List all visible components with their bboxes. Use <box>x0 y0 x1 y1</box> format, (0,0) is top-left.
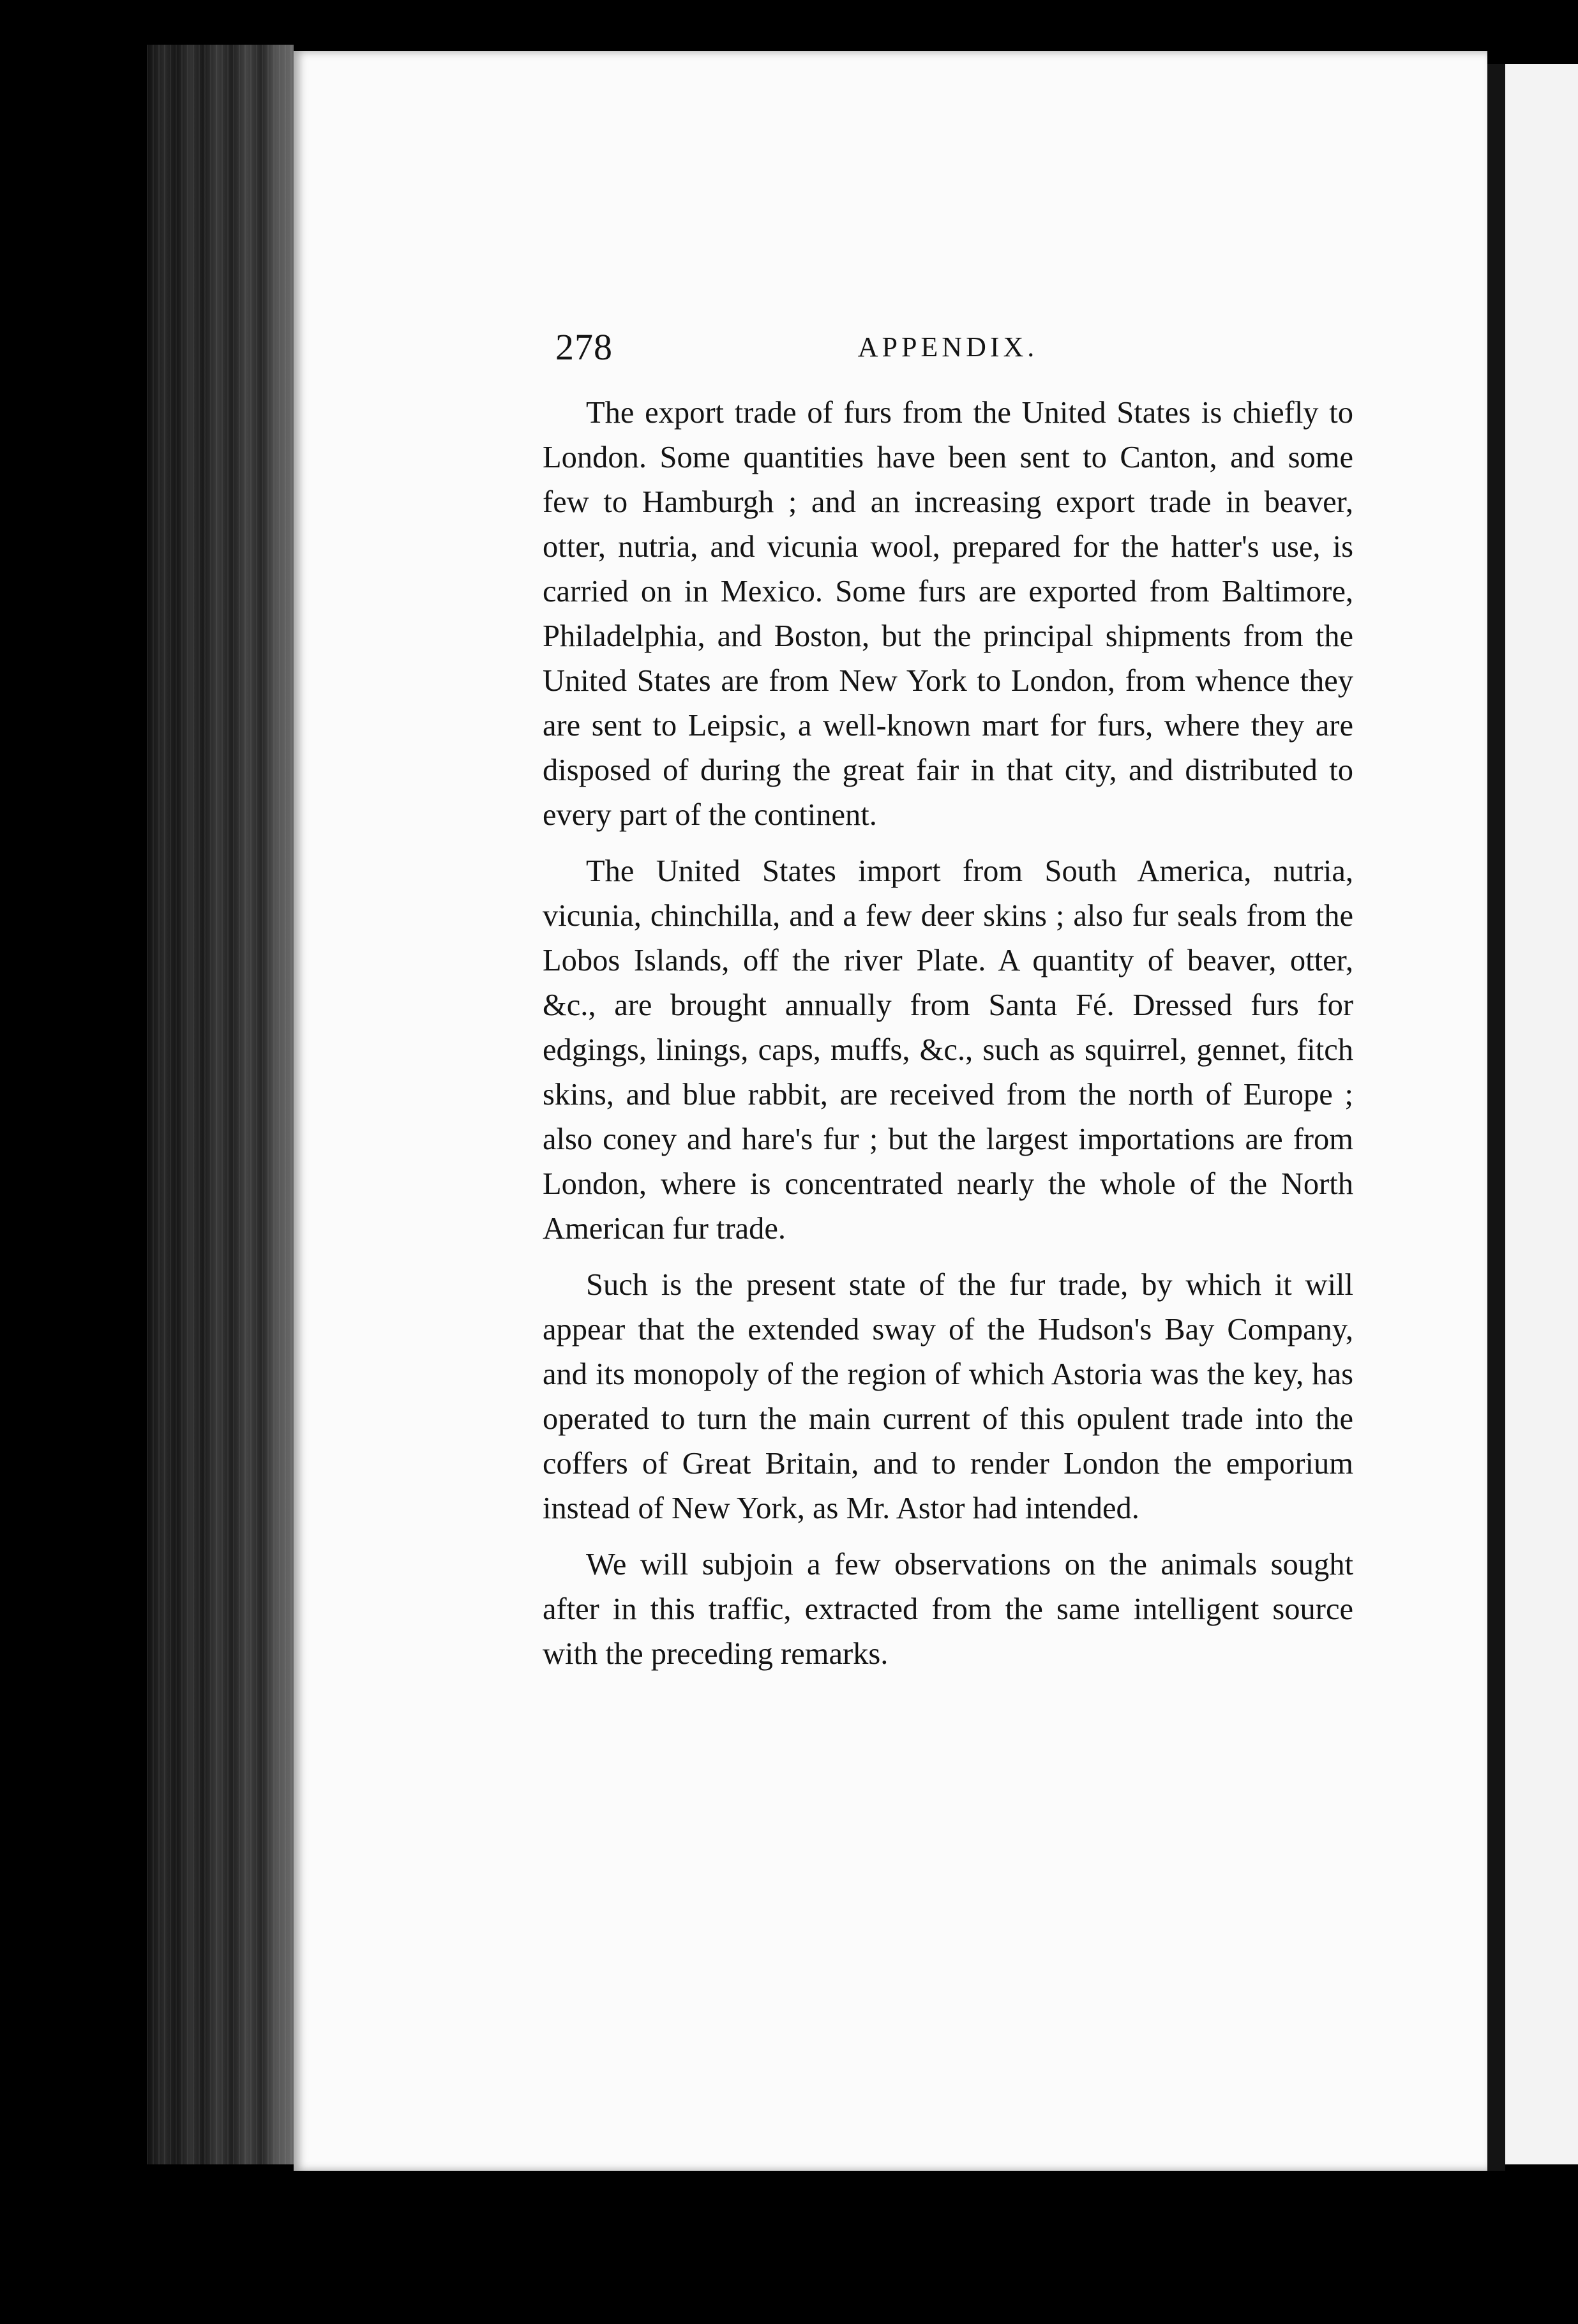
book-gutter <box>1487 64 1505 2171</box>
body-text <box>543 391 1353 1677</box>
paragraph: The United States import from South America, nutria, vicunia, chinchilla, and a few deer skins ; also fur seals from the Lobos Islands, off the river Plate. A quantity of beaver, otter, &c., are brought annually from Santa Fé. Dressed furs for edgings, linings, caps, muffs, &c., such as squirrel, gennet, fitch skins, and blue rabbit, are received from the north of Europe ; also coney and hare's fur ; but the largest importations are from London, where is concentrated nearly the whole of the North American fur trade. <box>543 854 1353 1246</box>
page-content <box>543 326 1353 1677</box>
facing-page-edge <box>1505 64 1578 2164</box>
paragraph: Such is the present state of the fur trade, by which it will appear that the extended sway of the Hudson's Bay Company, and its monopoly of the region of which Astoria was the key, has operated to turn the main current of this opulent trade into the coffers of Great Britain, and to render London the emporium instead of New York, as Mr. Astor had intended. <box>543 1268 1353 1525</box>
running-title: APPENDIX. <box>857 331 1039 363</box>
paragraph: We will subjoin a few observations on the animals sought after in this traffic, extracted from the same intelligent source with the preceding remarks. <box>543 1548 1353 1671</box>
running-head <box>543 326 1353 377</box>
page-edges <box>147 45 294 2164</box>
page-number: 278 <box>555 326 613 368</box>
paragraph: The export trade of furs from the United States is chiefly to London. Some quantities have been sent to Canton, and some few to Hamburgh ; and an increasing export trade in beaver, otter, nutria, and vicunia wool, prepared for the hatter's use, is carried on in Mexico. Some furs are exported from Baltimore, Philadelphia, and Boston, but the principal shipments from the United States are from New York to London, from whence they are sent to Leipsic, a well-known mart for furs, where they are disposed of during the great fair in that city, and distributed to every part of the continent. <box>543 396 1353 832</box>
